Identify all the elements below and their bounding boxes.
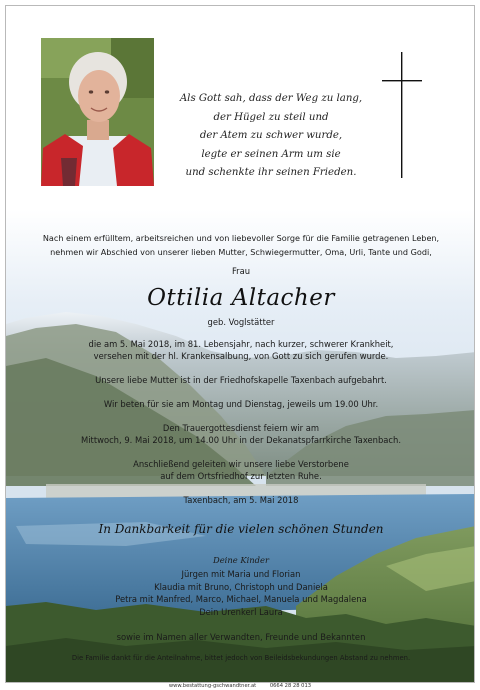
poem	[156, 90, 386, 183]
deceased-name: Ottilia Altacher	[147, 285, 335, 311]
obituary-card	[5, 5, 475, 683]
kids-title: Deine Kinder	[212, 555, 269, 565]
prayer-notice	[6, 399, 475, 411]
death-line: versehen mit der hl. Krankensalbung, von Gott zu sich gerufen wurde.	[93, 350, 389, 361]
burial-notice	[6, 459, 475, 482]
footer-website[interactable]: www.bestattung-gschwandtner.at	[168, 683, 257, 689]
kids-list	[6, 568, 475, 618]
laid-out-notice	[6, 375, 475, 387]
footer-note: Die Familie dankt für die Anteilnahme, bittet jedoch von Beileidsbekundungen Abstand zu nehmen.	[71, 654, 411, 662]
service-notice	[6, 423, 475, 446]
kids-line: Dein Urenkerl Laura	[199, 606, 283, 617]
intro-line: Nach einem erfülltem, arbeitsreichen und von liebevoller Sorge für die Familie getragenen Leben,	[42, 233, 440, 243]
footer-phone: 0664 28 28 013	[269, 683, 312, 689]
service-line: Den Trauergottesdienst feiern wir am	[162, 423, 320, 433]
death-line: die am 5. Mai 2018, im 81. Lebensjahr, nach kurzer, schwerer Krankheit,	[88, 339, 394, 349]
birth-name: geb. Voglstätter	[207, 317, 275, 327]
intro-text	[6, 231, 475, 259]
kids-line: Jürgen mit Maria und Florian	[181, 569, 301, 579]
kids-line: Klaudia mit Bruno, Christoph und Daniela	[154, 581, 328, 592]
footer	[0, 683, 480, 689]
service-line: Mittwoch, 9. Mai 2018, um 14.00 Uhr in der Dekanatspfarrkirche Taxenbach.	[80, 434, 401, 445]
portrait-photo	[41, 38, 154, 186]
relatives-line: sowie im Namen aller Verwandten, Freunde und Bekannten	[116, 632, 366, 642]
poem-line: Als Gott sah, dass der Weg zu lang,	[179, 93, 363, 104]
death-notice	[6, 339, 475, 362]
intro-line: nehmen wir Abschied von unserer lieben Mutter, Schwiegermutter, Oma, Urli, Tante und Godi,	[50, 247, 432, 257]
salutation: Frau	[231, 266, 251, 276]
place-date: Taxenbach, am 5. Mai 2018	[183, 495, 299, 505]
poem-line: der Atem zu schwer wurde,	[199, 130, 343, 141]
poem-line: der Hügel zu steil und	[213, 111, 329, 123]
poem-line: legte er seinen Arm um sie	[201, 148, 341, 160]
burial-line: Anschließend geleiten wir unsere liebe Verstorbene	[133, 459, 349, 469]
prayer-line: Wir beten für sie am Montag und Dienstag, jeweils um 19.00 Uhr.	[103, 399, 379, 409]
kids-line: Petra mit Manfred, Marco, Michael, Manuela und Magdalena	[115, 594, 367, 604]
burial-line: auf dem Ortsfriedhof zur letzten Ruhe.	[160, 470, 322, 481]
poem-line: und schenkte ihr seinen Frieden.	[185, 167, 357, 178]
thanks-line: In Dankbarkeit für die vielen schönen Stunden	[98, 522, 384, 536]
laid-out-line: Unsere liebe Mutter ist in der Friedhofskapelle Taxenbach aufgebahrt.	[95, 375, 387, 385]
cross-icon	[382, 52, 422, 178]
